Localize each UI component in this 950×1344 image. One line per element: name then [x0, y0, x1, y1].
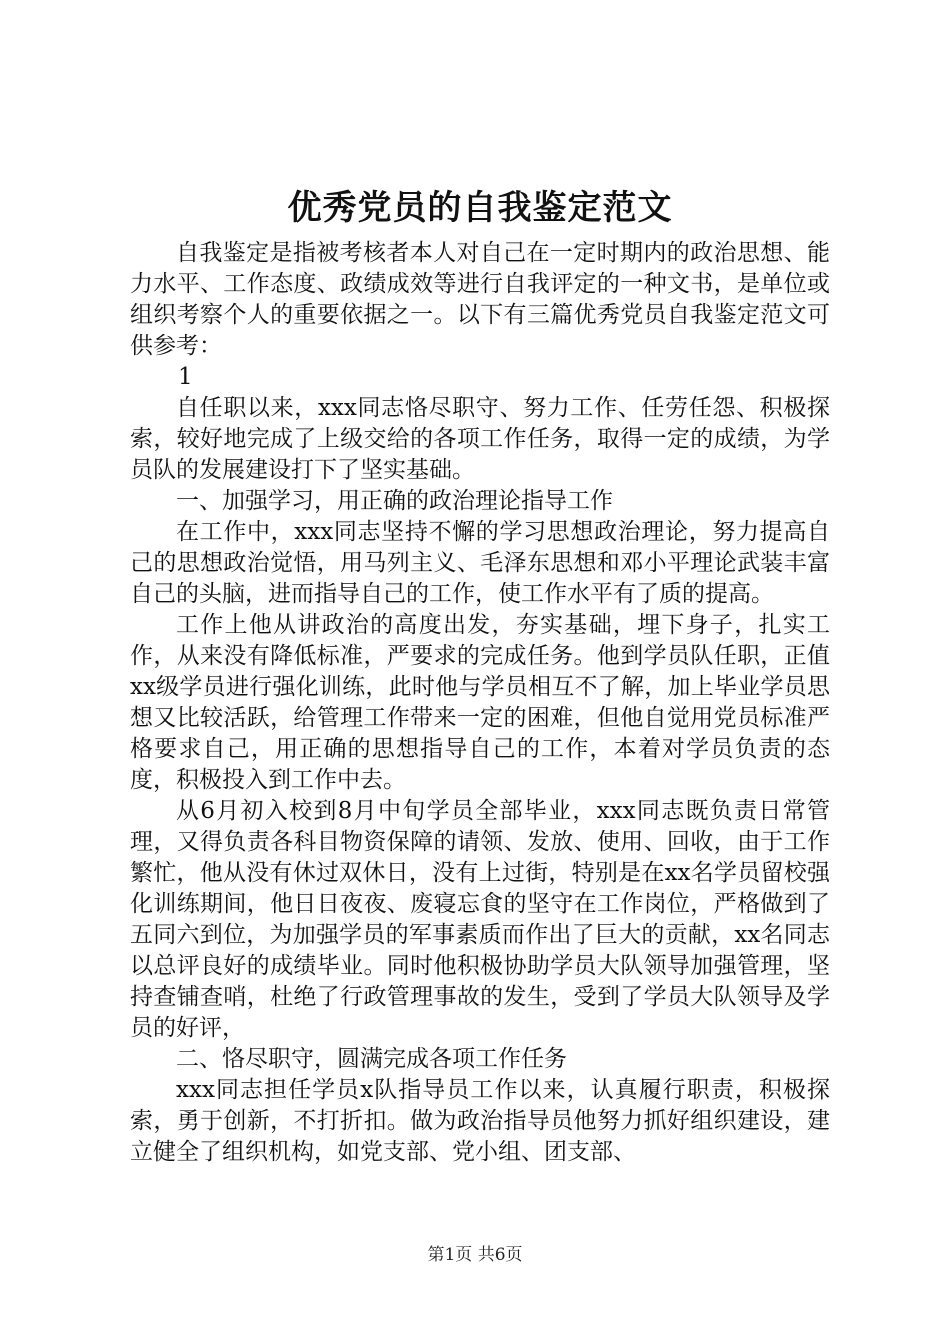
page-footer: 第1页 共6页	[427, 1245, 523, 1265]
section-number: 1	[178, 364, 193, 390]
document-page	[130, 180, 830, 1168]
body-paragraph: 工作上他从讲政治的高度出发，夯实基础，埋下身子，扎实工作，从来没有降低标准，严要求的完成任务。他到学员队任职，正值xx级学员进行强化训练，此时他与学员相互不了解，加上毕业学员思想又比较活跃，给管理工作带来一定的困难，但他自觉用党员标准严格要求自己，用正确的思想指导自己的工作，本着对学员负责的态度，积极投入到工作中去。	[130, 612, 830, 793]
body-paragraph: 在工作中，xxx同志坚持不懈的学习思想政治理论，努力提高自己的思想政治觉悟，用马列主义、毛泽东思想和邓小平理论武装丰富自己的头脑，进而指导自己的工作，使工作水平有了质的提高。	[130, 519, 830, 607]
section-heading: 一、加强学习，用正确的政治理论指导工作	[176, 488, 613, 514]
body-paragraph: 从6月初入校到8月中旬学员全部毕业，xxx同志既负责日常管理，又得负责各科目物资保障的请领、发放、使用、回收，由于工作繁忙，他从没有休过双休日，没有上过街，特别是在xx名学员留校强化训练期间，他日日夜夜、废寝忘食的坚守在工作岗位，严格做到了五同六到位，为加强学员的军事素质而作出了巨大的贡献，xx名同志以总评良好的成绩毕业。同时他积极协助学员大队领导加强管理，坚持查铺查哨，杜绝了行政管理事故的发生，受到了学员大队领导及学员的好评，	[130, 798, 830, 1041]
document-title: 优秀党员的自我鉴定范文	[287, 188, 673, 228]
body-paragraph: xxx同志担任学员x队指导员工作以来，认真履行职责，积极探索，勇于创新，不打折扣。做为政治指导员他努力抓好组织建设，建立健全了组织机构，如党支部、党小组、团支部、	[130, 1077, 830, 1165]
body-paragraph: 自任职以来，xxx同志恪尽职守、努力工作、任劳任怨、积极探索，较好地完成了上级交给的各项工作任务，取得一定的成绩，为学员队的发展建设打下了坚实基础。	[130, 395, 830, 483]
section-heading: 二、恪尽职守，圆满完成各项工作任务	[176, 1046, 567, 1072]
intro-paragraph: 自我鉴定是指被考核者本人对自己在一定时期内的政治思想、能力水平、工作态度、政绩成效等进行自我评定的一种文书，是单位或组织考察个人的重要依据之一。以下有三篇优秀党员自我鉴定范文可供参考：	[130, 240, 830, 359]
